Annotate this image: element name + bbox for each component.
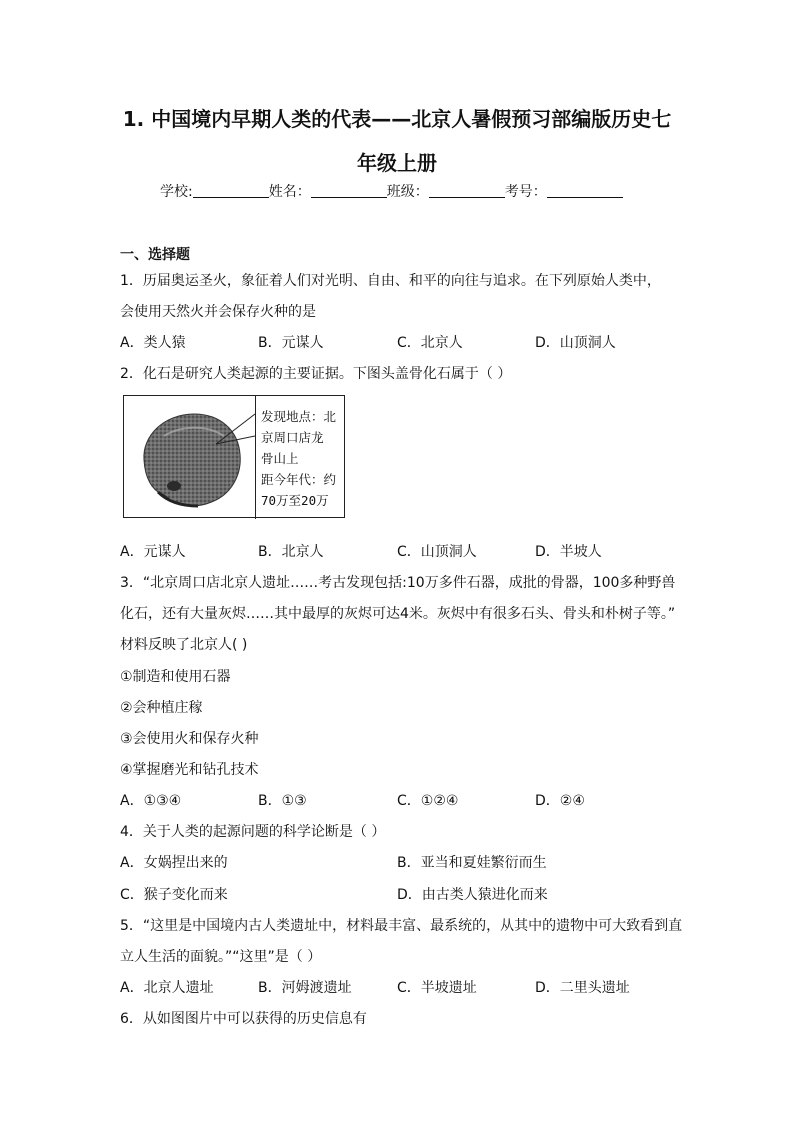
q5-text-line2: 立人生活的面貌。”“这里”是（ ）	[120, 949, 322, 965]
name-label: 姓名：	[268, 184, 311, 200]
q3-statement-3: ③会使用火和保存火种	[120, 731, 259, 747]
caption-line: 京周口店龙	[261, 430, 324, 445]
figure-caption	[261, 406, 345, 511]
q5-option-c[interactable]: C．半坡遗址	[397, 980, 477, 996]
q3-text-line1: 3．“北京周口店北京人遗址……考古发现包括:10万多件石器，成批的骨器，100多种野兽	[120, 575, 676, 591]
q1-text-line2: 会使用天然火并会保存火种的是	[120, 304, 316, 320]
q1-option-a[interactable]: A．类人猿	[120, 335, 186, 351]
page-title-line1: 1. 中国境内早期人类的代表——北京人暑假预习部编版历史七	[122, 107, 672, 131]
school-blank[interactable]	[193, 181, 269, 198]
q3-option-a[interactable]: A．①③④	[120, 793, 182, 809]
q1-option-b[interactable]: B．元谋人	[258, 335, 324, 351]
caption-line: 70万至20万	[261, 493, 329, 508]
q1-option-c[interactable]: C．北京人	[397, 335, 463, 351]
q2-option-d[interactable]: D．半坡人	[535, 544, 602, 560]
skull-fossil-figure	[123, 395, 345, 518]
q3-statement-2: ②会种植庄稼	[120, 700, 203, 716]
q1-option-d[interactable]: D．山顶洞人	[535, 335, 616, 351]
q3-option-d[interactable]: D．②④	[535, 793, 585, 809]
class-label: 班级：	[386, 184, 429, 200]
caption-line: 骨山上	[261, 451, 299, 466]
q5-option-b[interactable]: B．河姆渡遗址	[258, 980, 352, 996]
q4-option-d[interactable]: D．由古类人猿进化而来	[397, 887, 548, 903]
student-info-row	[160, 181, 623, 201]
q6-text-line1: 6．从如图图片中可以获得的历史信息有	[120, 1011, 367, 1027]
q3-statement-1: ①制造和使用石器	[120, 669, 231, 685]
q2-option-b[interactable]: B．北京人	[258, 544, 324, 560]
q2-option-a[interactable]: A．元谋人	[120, 544, 186, 560]
caption-line: 距今年代：约	[261, 472, 337, 487]
q2-option-c[interactable]: C．山顶洞人	[397, 544, 477, 560]
school-label: 学校:	[160, 184, 193, 200]
figure-divider	[255, 396, 256, 519]
q4-option-c[interactable]: C．猴子变化而来	[120, 887, 228, 903]
q3-option-b[interactable]: B．①③	[258, 793, 307, 809]
section-heading: 一、选择题	[120, 247, 190, 263]
q5-text-line1: 5．“这里是中国境内古人类遗址中，材料最丰富、最系统的，从其中的遗物中可大致看到直	[120, 918, 683, 934]
q2-text-line1: 2．化石是研究人类起源的主要证据。下图头盖骨化石属于（ ）	[120, 366, 512, 382]
name-blank[interactable]	[311, 181, 387, 198]
caption-line: 发现地点：北	[261, 409, 337, 424]
q4-option-b[interactable]: B．亚当和夏娃繁衍而生	[397, 855, 547, 871]
exam-number-blank[interactable]	[547, 181, 623, 198]
exam-number-label: 考号：	[504, 184, 547, 200]
q3-text-line2: 化石，还有大量灰烬……其中最厚的灰烬可达4米。灰烬中有很多石头、骨头和朴树子等。”	[120, 606, 676, 622]
q3-text-line3: 材料反映了北京人( )	[120, 637, 248, 653]
q5-option-a[interactable]: A．北京人遗址	[120, 980, 214, 996]
q3-option-c[interactable]: C．①②④	[397, 793, 459, 809]
class-blank[interactable]	[429, 181, 505, 198]
q5-option-d[interactable]: D．二里头遗址	[535, 980, 630, 996]
skull-fossil-image	[124, 396, 255, 517]
q4-option-a[interactable]: A．女娲捏出来的	[120, 855, 228, 871]
page-title-line2: 年级上册	[357, 151, 437, 175]
q1-text-line1: 1．历届奥运圣火，象征着人们对光明、自由、和平的向往与追求。在下列原始人类中，	[120, 273, 661, 289]
q4-text-line1: 4．关于人类的起源问题的科学论断是（ ）	[120, 824, 386, 840]
q3-statement-4: ④掌握磨光和钻孔技术	[120, 762, 259, 778]
